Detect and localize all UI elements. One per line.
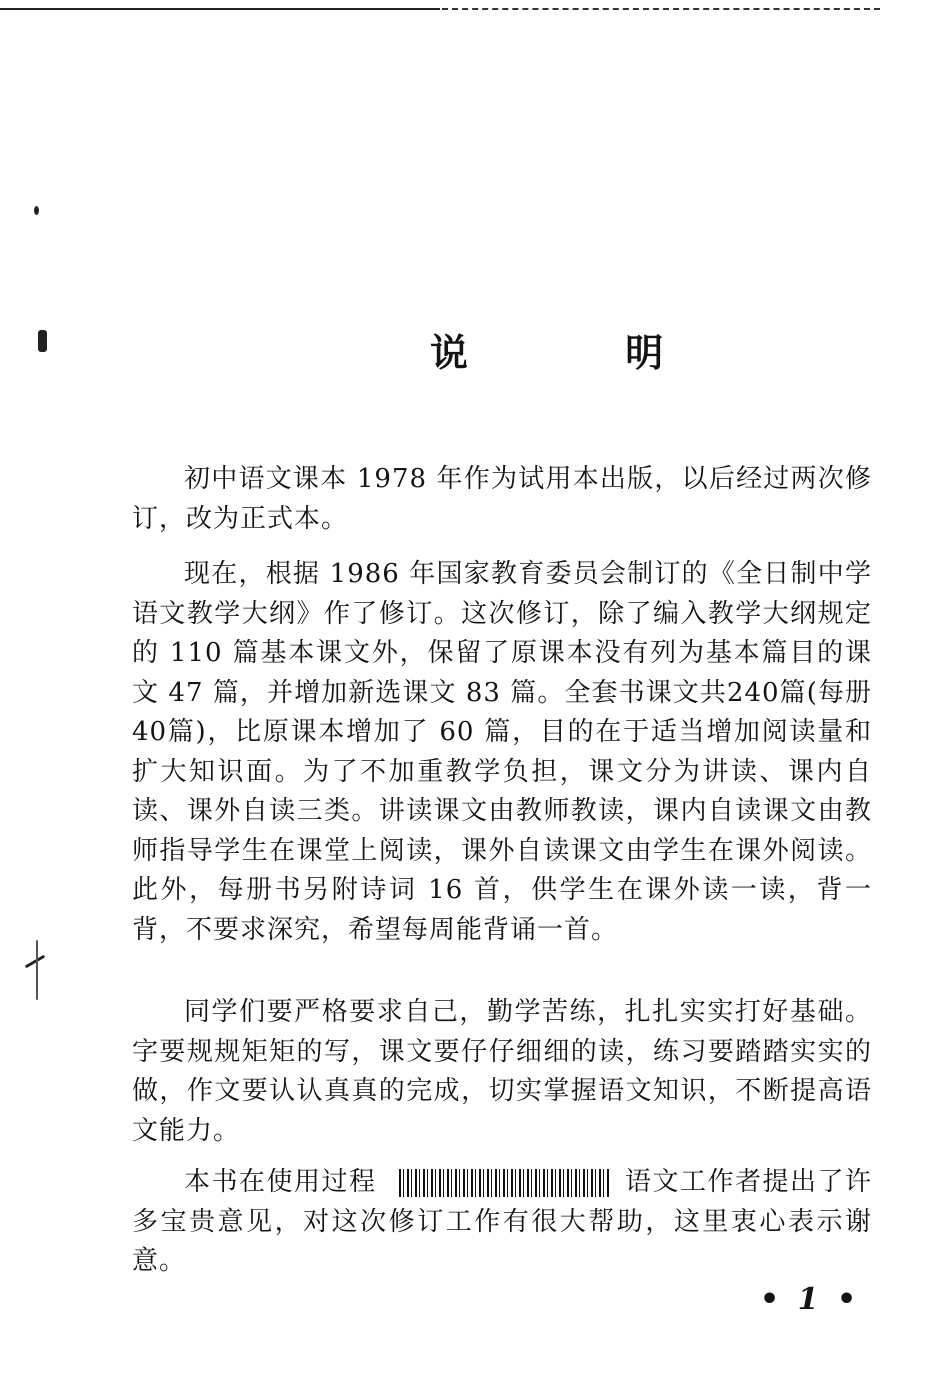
- paragraph-1: 初中语文课本 1978 年作为试用本出版，以后经过两次修订，改为正式本。: [132, 464, 872, 534]
- barcode-sticker: [399, 1169, 611, 1197]
- paragraph-2: 现在，根据 1986 年国家教育委员会制订的《全日制中学语文教学大纲》作了修订。这次修订，除了编入教学大纲规定的 110 篇基本课文外，保留了原课本没有列为基本篇目的课文 47 篇，并增加新选课文 83 篇。全套书课文共240篇(每册40篇)，比原课本增加了 60 篇，目的在于适当增加阅读量和扩大知识面。为了不加重教学负担，课文分为讲读、课内自读、课外自读三类。讲读课文由教师教读，课内自读课文由教师指导学生在课堂上阅读，课外自读课文由学生在课外阅读。此外，每册书另附诗词 16 首，供学生在课外读一读，背一背，不要求深究，希望每周能背诵一首。: [132, 559, 872, 945]
- scan-mark: [25, 955, 46, 969]
- scan-mark: [36, 940, 38, 1000]
- page-number: • 1 •: [760, 1282, 861, 1317]
- scan-mark: [38, 330, 47, 352]
- scan-speck: [34, 206, 39, 215]
- paragraph-3: 同学们要严格要求自己，勤学苦练，扎扎实实打好基础。字要规规矩矩的写，课文要仔仔细细的读，练习要踏踏实实的做，作文要认认真真的完成，切实掌握语文知识，不断提高语文能力。: [132, 997, 872, 1146]
- paragraph-4-end: 语文工作者提出了许多宝贵意见，对这次修订工作有很大帮助，这里衷心表示谢意。: [132, 1167, 872, 1276]
- page-title: 说 明: [430, 330, 736, 375]
- top-rule-solid: [0, 8, 440, 10]
- paragraph-4-start: 本书在使用过程: [184, 1167, 377, 1197]
- paragraph-4: [132, 1163, 872, 1282]
